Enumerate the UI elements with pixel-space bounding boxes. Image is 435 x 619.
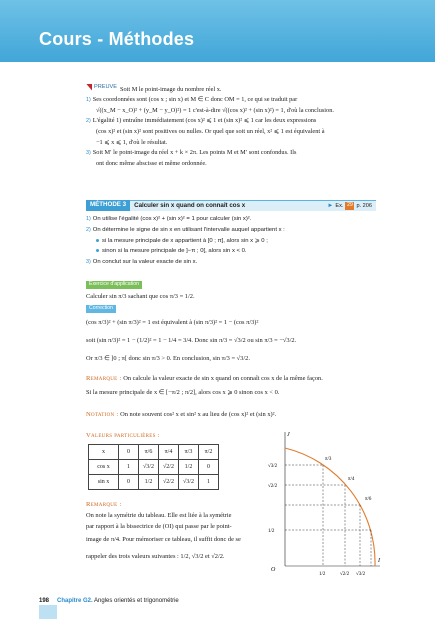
x-tick-label: √3/2 [356,572,366,577]
angle-label: π/3 [325,457,332,462]
proof-block [86,83,376,169]
correction-line: soit (sin π/3)² = 1 − (1/2)² = 1 − 1/4 = 3/4. Donc sin π/3 = √3/2 ou sin π/3 = −√3/2. [86,337,297,344]
footer-decoration [39,605,57,619]
method-header [86,200,376,211]
method-title: Calculer sin x quand on connaît cos x [134,201,246,209]
step-3: 3) On conclut sur la valeur exacte de sin x. [86,258,198,265]
y-tick-label: √3/2 [268,464,278,469]
remark-title: Remarque : [86,375,122,382]
remark-1: Remarque : On calcule la valeur exacte de sin x quand on connaît cos x de la même façon. [86,375,323,382]
proof-item-3-line: ont donc même abscisse et même ordonnée. [96,159,207,167]
unit-arc [285,448,375,566]
angle-label: π/4 [348,477,355,482]
arrow-right-icon: ► [327,202,334,209]
table-row: sin x 0 1/2 √2/2 √3/2 1 [89,475,219,490]
x-tick-label: 1/2 [319,572,326,577]
x-tick-label: √2/2 [340,572,350,577]
step-2-bullet: sinon si la mesure principale de ]−π ; 0[, alors sin x < 0. [86,247,376,256]
unit-circle-figure [265,430,390,580]
remark-2-line: par rapport à la bissectrice de (OI) qui passe par le point- [86,523,232,530]
proof-item-2: 2) L'égalité 1) entraîne immédiatement (cos x)² ⩽ 1 et (sin x)² ⩽ 1 car les deux expressions [86,117,317,125]
notation: Notation : On note souvent cos² x et sin² x au lieu de (cos x)² et (sin x)². [86,411,277,418]
notation-title: Notation : [86,411,119,418]
remark-2-title: Remarque : [86,501,122,508]
i-label: I [378,558,380,564]
exercise-tag: Exercice d'application [86,281,142,289]
values-table [88,444,219,490]
bullet-icon [96,239,99,242]
correction-tag: Correction [86,305,116,313]
proof-item-3: 3) Soit M′ le point-image du réel x + k × 2π. Les points M et M′ sont confondus. Ils [86,148,297,156]
step-2: 2) On détermine le signe de sin x en utilisant l'intervalle auquel appartient x : [86,226,285,233]
y-tick-label: √2/2 [268,484,278,489]
remark-2-line: rappeler des trois valeurs suivantes : 1/2, √3/2 et √2/2. [86,553,225,560]
values-title: Valeurs particulières : [86,432,160,439]
table-row: cos x 1 √3/2 √2/2 1/2 0 [89,460,219,475]
page-number: 198 [39,598,50,604]
y-tick-label: 1/2 [268,529,275,534]
exercise-reference[interactable]: ► Ex. 29 p. 206 [327,202,372,209]
remark-2-line: On note la symétrie du tableau. Elle est liée à la symétrie [86,512,232,519]
method-label: MÉTHODE 3 [86,200,130,211]
proof-intro: PREUVE Soit M le point-image du nombre réel x. [86,83,376,94]
proof-item-1: 1) Ses coordonnées sont (cos x ; sin x) et M ∈ C donc OM = 1, ce qui se traduit par [86,95,298,103]
correction-line: Or π/3 ∈ ]0 ; π[ donc sin π/3 > 0. En conclusion, sin π/3 = √3/2. [86,355,250,362]
j-label: J [287,432,290,438]
flag-icon [86,84,92,91]
origin-label: O [271,567,276,573]
table-row: x 0 π/6 π/4 π/3 π/2 [89,445,219,460]
proof-item-1-line: √((x_M − x_O)² + (y_M − y_O)²) = 1 c'est-à-dire √((cos x)² + (sin x)²) = 1, d'où la conclusion. [96,106,334,114]
remark-2-line: image de π/4. Pour mémoriser ce tableau, il suffit donc de se [86,536,241,543]
correction-line: (cos π/3)² + (sin π/3)² = 1 est équivalent à (sin π/3)² = 1 − (cos π/3)² [86,319,259,326]
step-2-bullet: si la mesure principale de x appartient à [0 ; π], alors sin x ⩾ 0 ; [86,237,376,246]
exercise-badge: 29 [346,202,353,209]
chapter-footer: Chapitre G2. Angles orientés et trigonométrie [57,598,179,604]
bullet-icon [96,249,99,252]
page-title: Cours - Méthodes [39,29,195,49]
method-steps [86,215,376,269]
proof-item-2-line: (cos x)² et (sin x)² sont positives ou nulles. Or quel que soit un réel, x² ⩽ 1 est équivalent à [96,128,325,136]
proof-item-2-line: −1 ⩽ x ⩽ 1, d'où le résultat. [96,138,168,146]
angle-label: π/6 [365,497,372,502]
remark-1-line: Si la mesure principale de x ∈ [−π/2 ; π/2], alors cos x ⩾ 0 sinon cos x < 0. [86,389,280,396]
step-1: 1) On utilise l'égalité (cos x)² + (sin x)² = 1 pour calculer (sin x)². [86,216,252,222]
exercise-text: Calculer sin π/3 sachant que cos π/3 = 1/2. [86,293,195,300]
proof-tag: PREUVE [86,83,117,91]
